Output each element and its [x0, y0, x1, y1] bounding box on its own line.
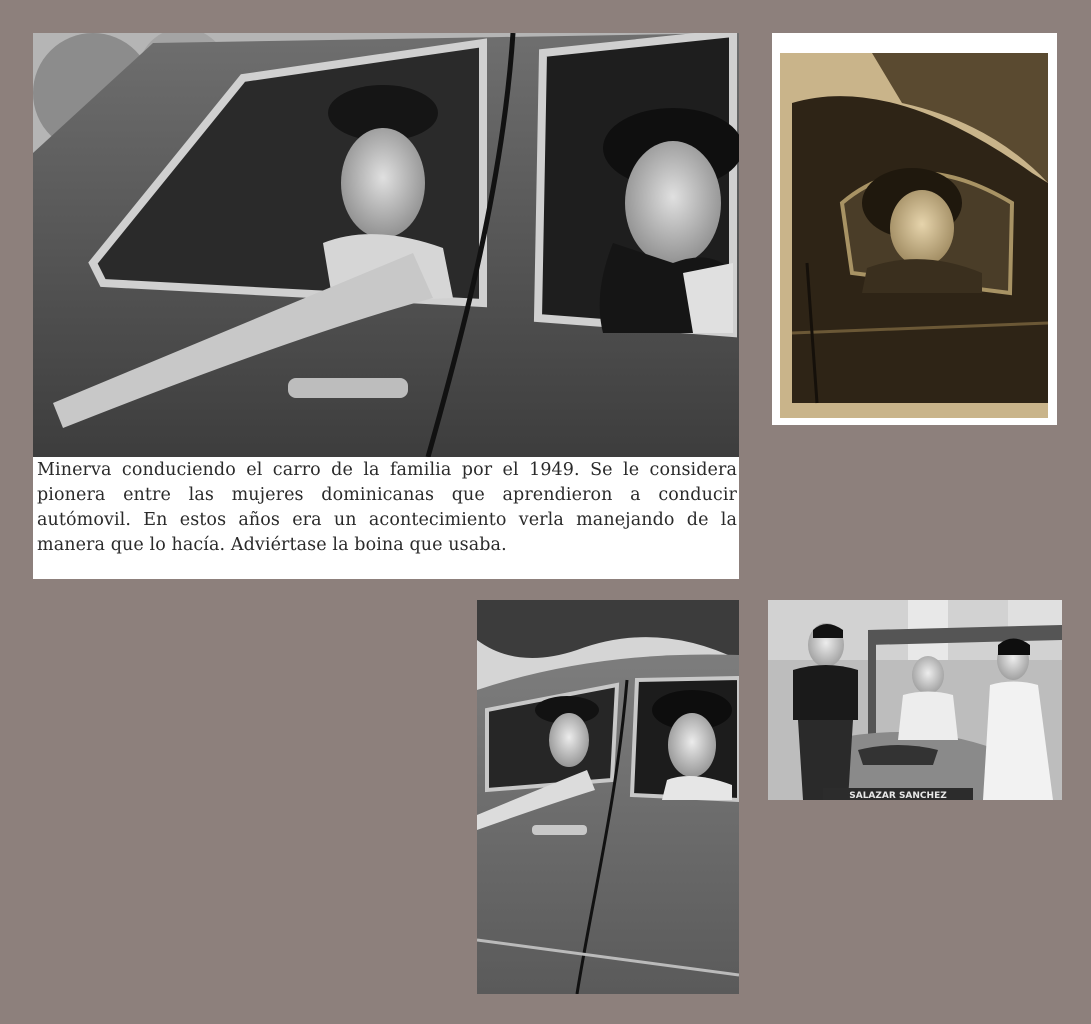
jeep-plate-text: SALAZAR SANCHEZ [849, 791, 947, 800]
main-photo-card [33, 33, 739, 579]
bw-photo-two-women-in-car [477, 600, 739, 994]
bw-photo-three-women-jeep [768, 600, 1062, 800]
main-photo-car-window [33, 33, 739, 457]
sepia-photo-woman-in-car [772, 33, 1057, 425]
photo-caption: Minerva conduciendo el carro de la familia por el 1949. Se le considera pionera entre las mujeres dominicanas que aprendieron a conducir autómovil. En estos años era un acontecimiento verla manejando de la manera que lo hacía. Adviértase la boina que usaba. [37, 460, 737, 555]
